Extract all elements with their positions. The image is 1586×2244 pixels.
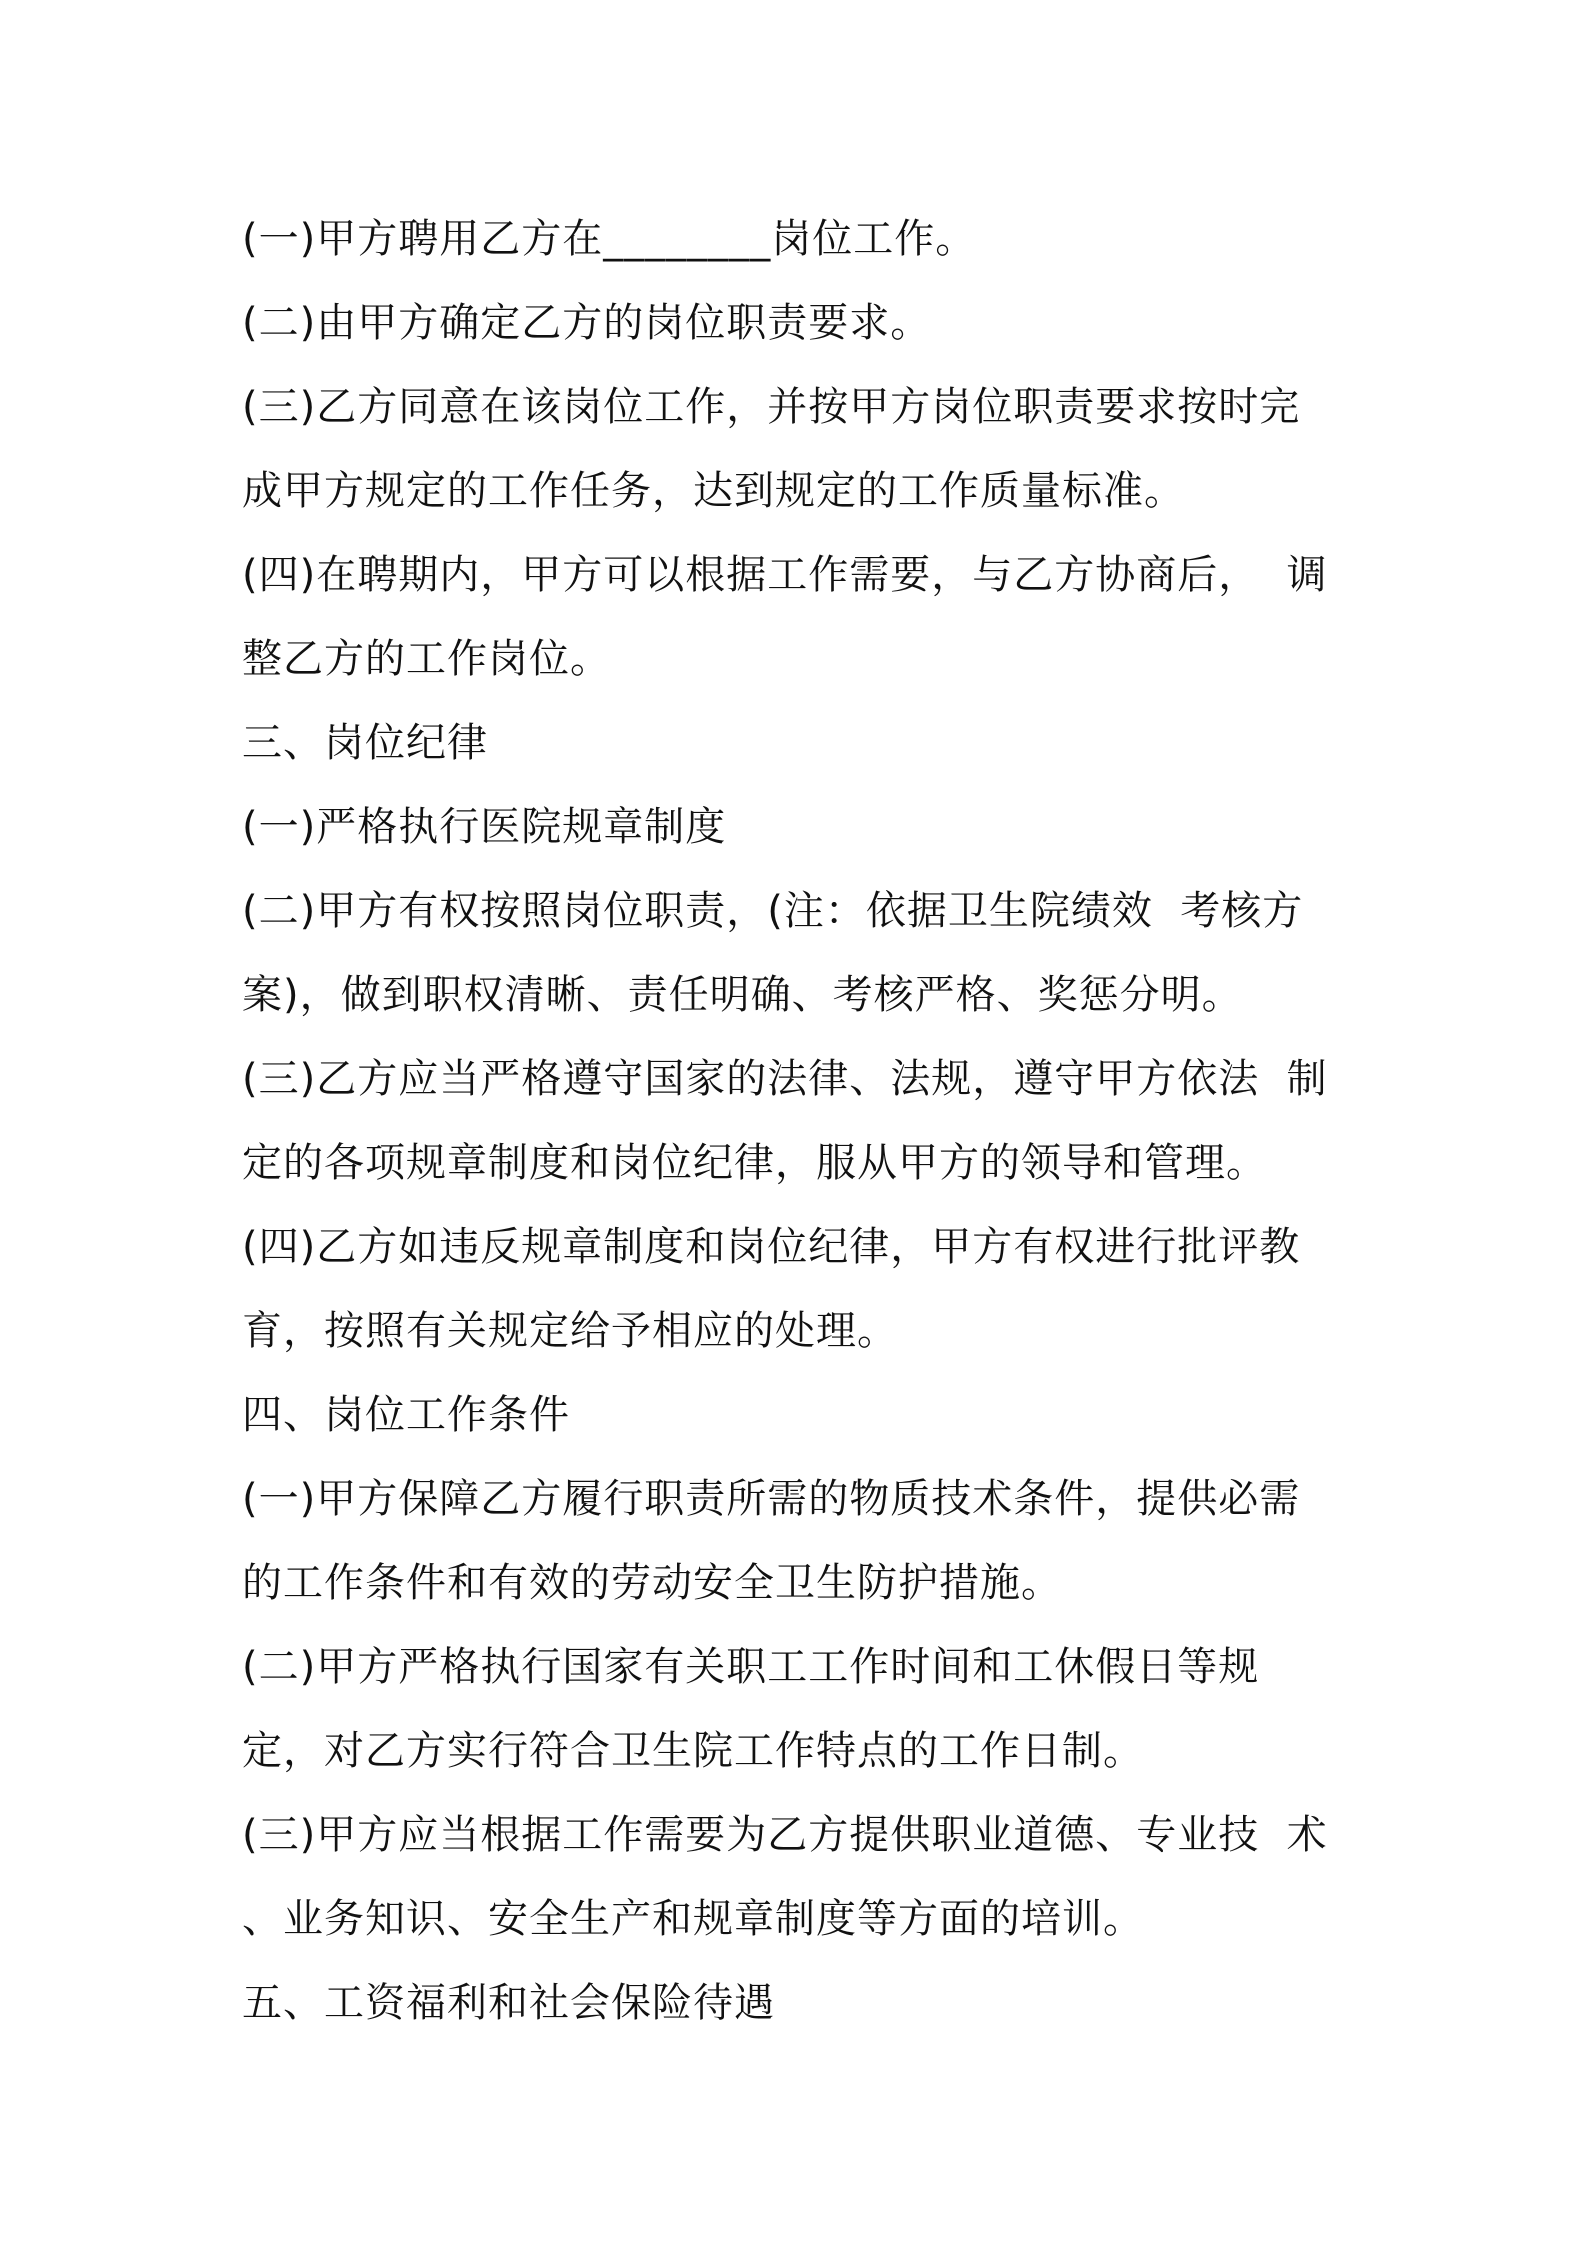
section-heading: 五、工资福利和社会保险待遇 <box>242 1980 775 2026</box>
text-line: (一)严格执行医院规章制度 <box>242 804 727 850</box>
text-line: 定，对乙方实行符合卫生院工作特点的工作日制。 <box>242 1728 1144 1774</box>
text-line: 定的各项规章制度和岗位纪律，服从甲方的领导和管理。 <box>242 1140 1267 1186</box>
section-heading: 三、岗位纪律 <box>242 720 488 766</box>
text-line: (三)乙方同意在该岗位工作，并按甲方岗位职责要求按时完 <box>242 384 1301 430</box>
text-line: (三)甲方应当根据工作需要为乙方提供职业道德、专业技 术 <box>242 1812 1328 1858</box>
text-line: (三)乙方应当严格遵守国家的法律、法规，遵守甲方依法 制 <box>242 1056 1328 1102</box>
text-line: 育，按照有关规定给予相应的处理。 <box>242 1308 898 1354</box>
section-heading: 四、岗位工作条件 <box>242 1392 570 1438</box>
text-line: (四)在聘期内，甲方可以根据工作需要，与乙方协商后， 调 <box>242 552 1328 598</box>
text-line: 、业务知识、安全生产和规章制度等方面的培训。 <box>242 1896 1144 1942</box>
text-line: (二)由甲方确定乙方的岗位职责要求。 <box>242 300 932 346</box>
text-line: (二)甲方严格执行国家有关职工工作时间和工休假日等规 <box>242 1644 1260 1690</box>
text-line: (二)甲方有权按照岗位职责，(注：依据卫生院绩效 考核方 <box>242 888 1304 934</box>
text-line: (一)甲方聘用乙方在________岗位工作。 <box>242 216 977 262</box>
text-line: 成甲方规定的工作任务，达到规定的工作质量标准。 <box>242 468 1185 514</box>
text-line: (四)乙方如违反规章制度和岗位纪律，甲方有权进行批评教 <box>242 1224 1301 1270</box>
text-line: 案)，做到职权清晰、责任明确、考核严格、奖惩分明。 <box>242 972 1243 1018</box>
document-body <box>242 197 1362 2045</box>
text-line: 的工作条件和有效的劳动安全卫生防护措施。 <box>242 1560 1062 1606</box>
text-line: 整乙方的工作岗位。 <box>242 636 611 682</box>
text-line: (一)甲方保障乙方履行职责所需的物质技术条件，提供必需 <box>242 1476 1301 1522</box>
